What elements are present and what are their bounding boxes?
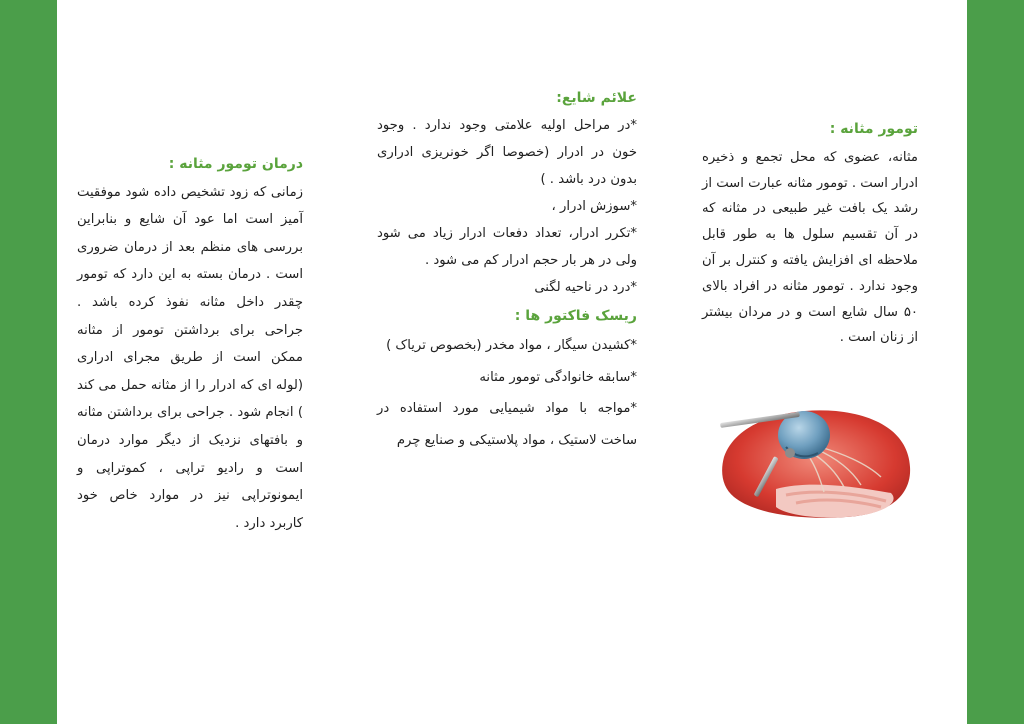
treatment-section [77,151,303,537]
symptom-item: *درد در ناحیه لگنی [534,280,637,295]
left-green-border [0,0,57,724]
risk-factors-heading: ریسک فاکتور ها : [514,308,637,324]
treatment-text: زمانی که زود تشخیص داده شود موفقیت آمیز است اما عود آن شایع و بنابراین بررسی های منظم بعد از درمان ضروری است . درمان بسته به این دارد که تومور چقدر داخل مثانه نفوذ کرده باشد . جراحی برای برداشتن تومور از مثانه ممکن است از طریق مجرای ادراری (لوله ای که ادرار را از مثانه حمل می کند ) انجام شود . جراحی برای برداشتن مثانه و بافتهای نزدیک از دیگر موارد درمان است و رادیو تراپی ، کموتراپی و ایمونوتراپی نیز در موارد خاص خود کاربرد دارد . [77,184,303,531]
symptom-item: *تکرر ادرار، تعداد دفعات ادرار زیاد می شود ولی در هر بار حجم ادرار کم می شود . [377,226,637,268]
symptoms-heading: علائم شایع: [556,90,637,106]
surgery-illustration [716,397,912,523]
risk-factor-item: *مواجه با مواد شیمیایی مورد استفاده در ساخت لاستیک ، مواد پلاستیکی و صنایع چرم [377,401,637,448]
treatment-heading: درمان تومور مثانه : [168,156,303,172]
bladder-tumor-heading: تومور مثانه : [829,121,918,137]
bladder-tumor-text: مثانه، عضوی که محل تجمع و ذخیره ادرار است . تومور مثانه عبارت است از رشد یک بافت غیر طبیعی در مثانه که در آن تقسیم سلول ها به طور قابل ملاحظه ای افزایش یافته و کنترل بر آن وجود ندارد . تومور مثانه در افراد بالای ۵۰ سال شایع است و در مردان بیشتر از زنان است . [701,149,918,346]
symptom-item: *در مراحل اولیه علامتی وجود ندارد . وجود خون در ادرار (خصوصا اگر خونریزی ادراری بدون درد باشد . ) [377,118,637,187]
bladder-tumor-section [702,117,918,351]
risk-factor-item: *کشیدن سیگار ، مواد مخدر (بخصوص تریاک ) [386,338,637,353]
symptom-item: *سوزش ادرار ، [551,199,637,214]
risk-factor-item: *سابقه خانوادگی تومور مثانه [479,369,637,385]
right-green-border [967,0,1024,724]
symptoms-section [377,85,637,456]
